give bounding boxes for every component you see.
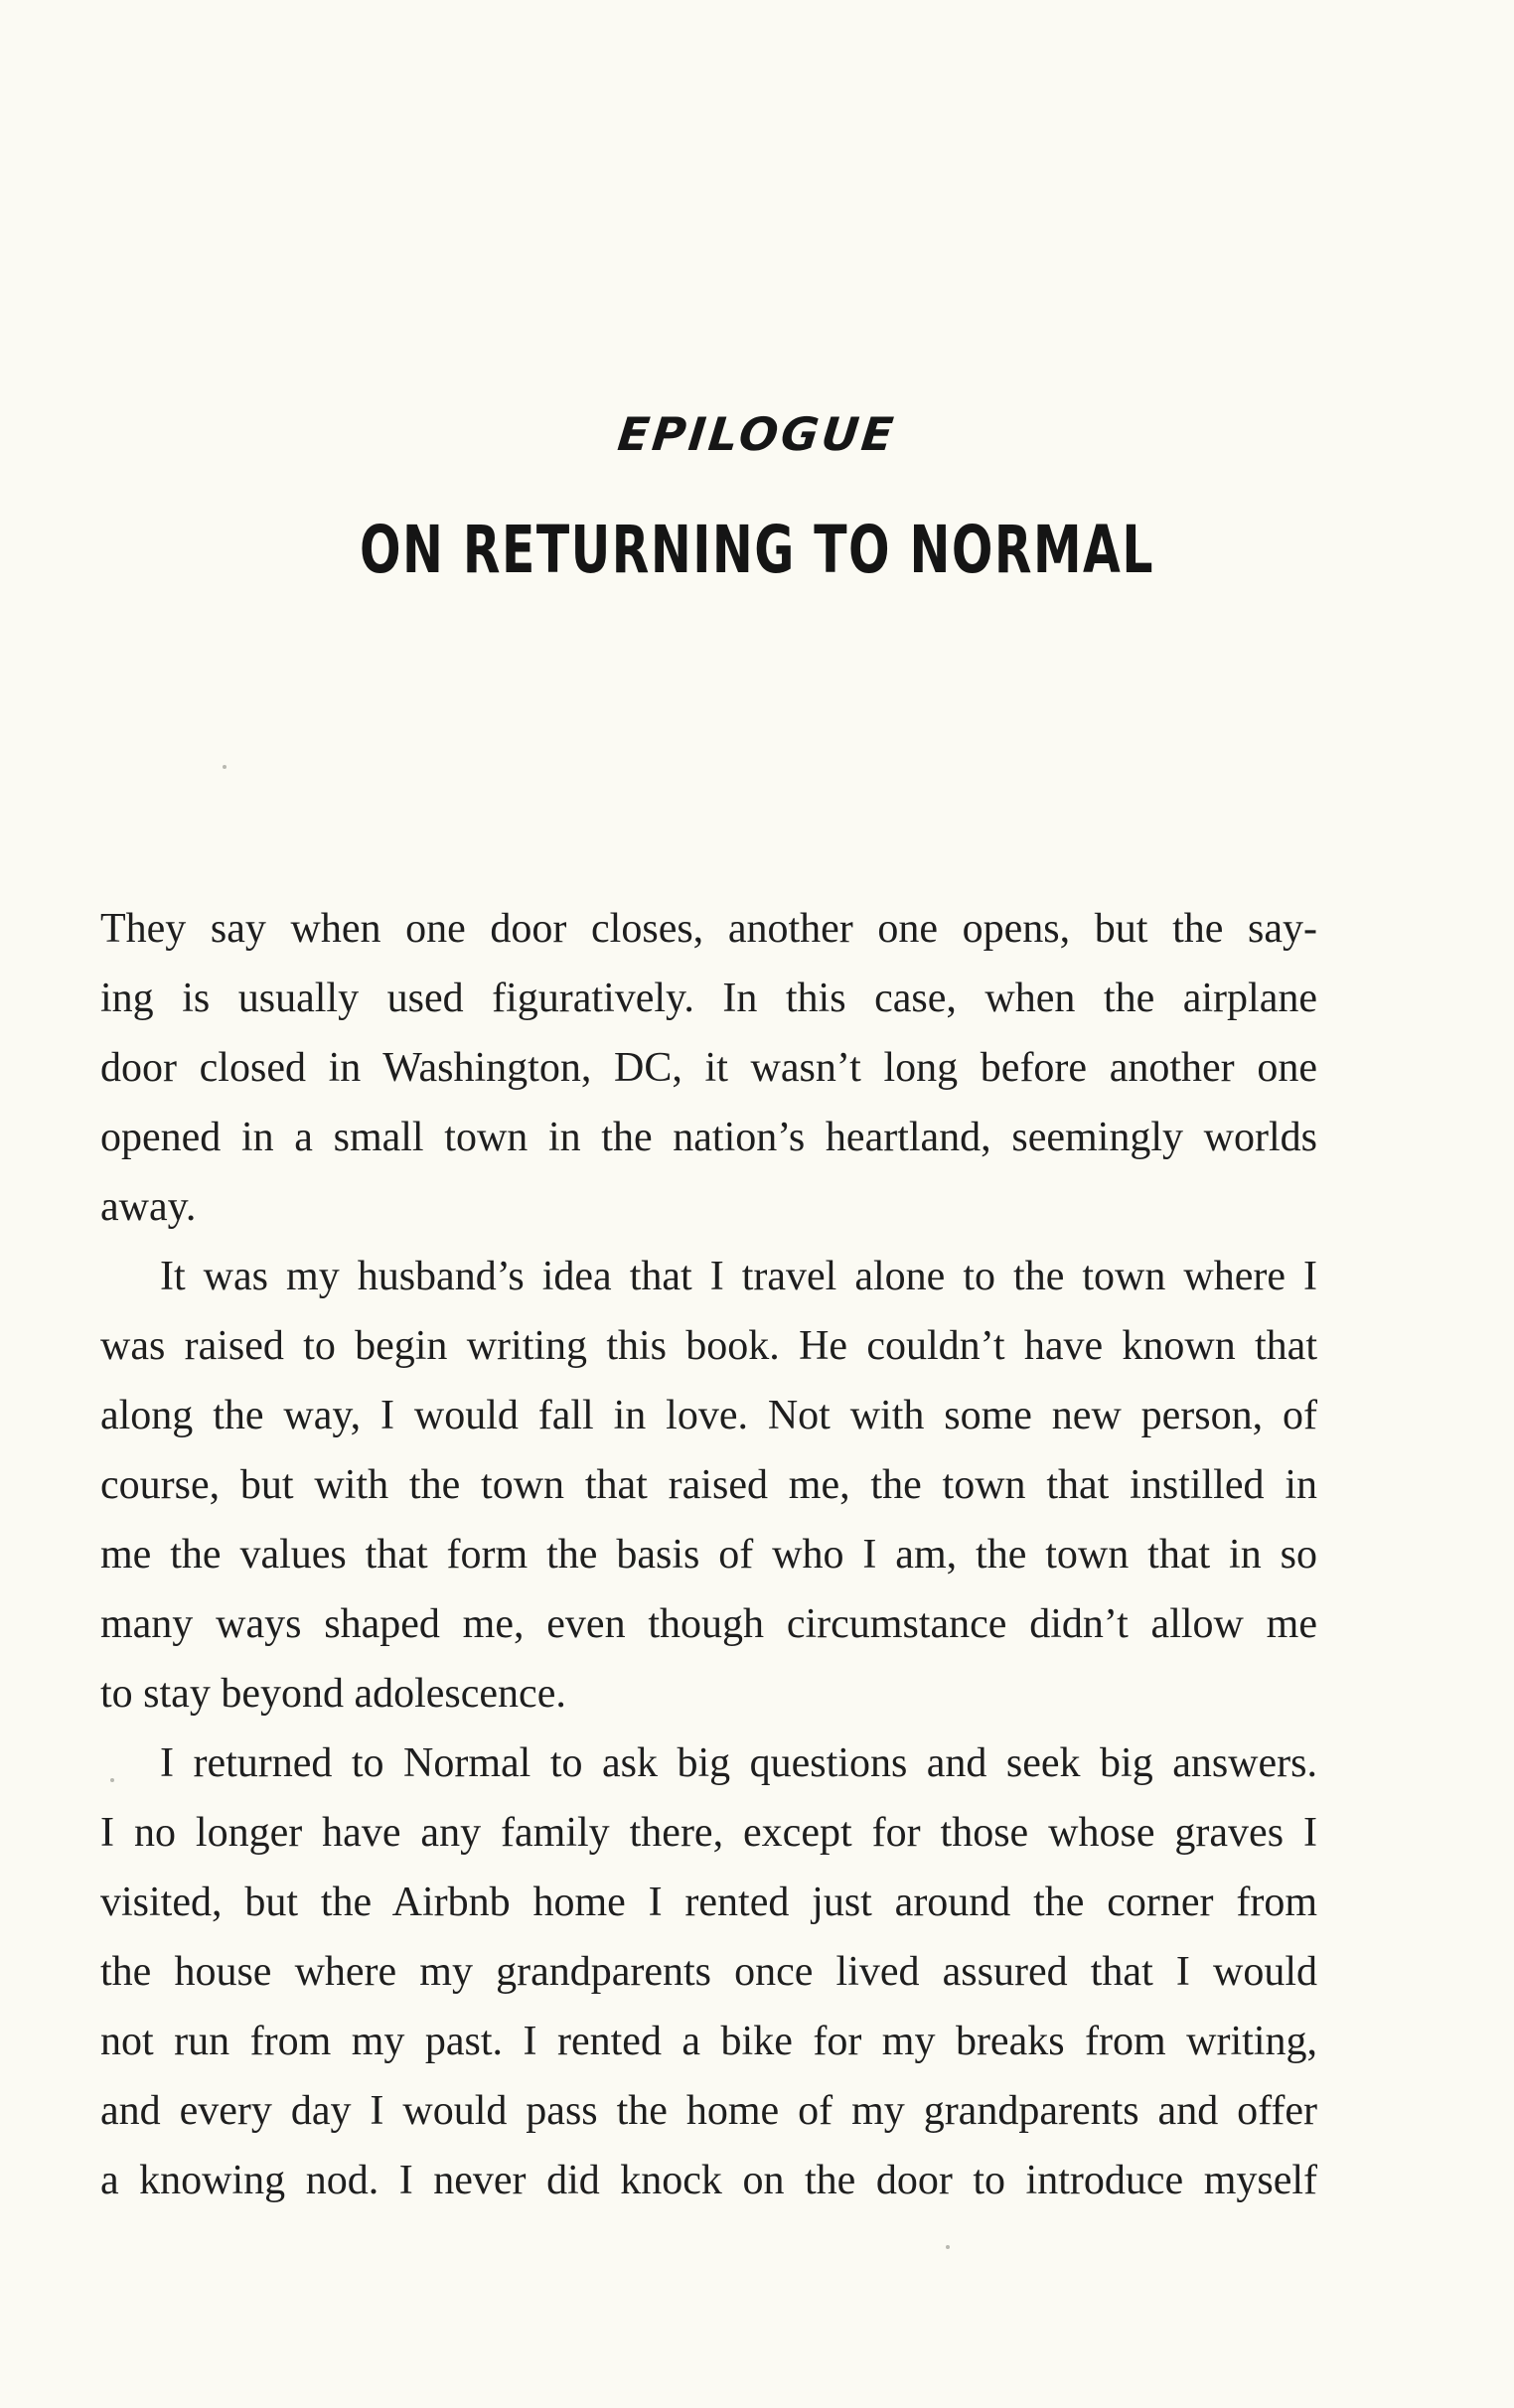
- paragraph-1: [100, 894, 1317, 1242]
- text-line: to stay beyond adolescence.: [100, 1671, 566, 1717]
- text-line: opened in a small town in the nation’s heartland, seemingly worlds: [100, 1115, 1317, 1160]
- text-line: I no longer have any family there, except for those whose graves I: [100, 1810, 1317, 1856]
- text-line: was raised to begin writing this book. He couldn’t have known that: [100, 1323, 1317, 1369]
- text-line: along the way, I would fall in love. Not with some new person, of: [100, 1393, 1317, 1438]
- scan-speck: [946, 2245, 950, 2249]
- text-line: not run from my past. I rented a bike for my breaks from writing,: [100, 2019, 1317, 2064]
- text-line: course, but with the town that raised me, the town that instilled in: [100, 1462, 1317, 1508]
- scan-speck: [223, 765, 227, 769]
- scan-speck: [110, 1778, 114, 1782]
- text-line: me the values that form the basis of who I am, the town that in so: [100, 1532, 1317, 1578]
- text-line: visited, but the Airbnb home I rented just around the corner from: [100, 1880, 1317, 1925]
- chapter-title: ON RETURNING TO NORMAL: [360, 512, 1154, 588]
- text-line: many ways shaped me, even though circumstance didn’t allow me: [100, 1601, 1317, 1647]
- paragraph-2: [100, 1242, 1317, 1729]
- text-line: and every day I would pass the home of my grandparents and offer: [100, 2088, 1317, 2134]
- paragraph-3: [100, 1729, 1317, 2215]
- text-line: door closed in Washington, DC, it wasn’t long before another one: [100, 1045, 1317, 1091]
- chapter-label: EPILOGUE: [615, 407, 899, 461]
- text-line: They say when one door closes, another one opens, but the say-: [100, 906, 1317, 952]
- text-line: away.: [100, 1184, 197, 1230]
- text-line: I returned to Normal to ask big questions and seek big answers.: [160, 1740, 1317, 1786]
- text-line: the house where my grandparents once lived assured that I would: [100, 1949, 1317, 1995]
- text-line: a knowing nod. I never did knock on the door to introduce myself: [100, 2158, 1317, 2203]
- text-line: It was my husband’s idea that I travel alone to the town where I: [160, 1254, 1317, 1299]
- text-line: ing is usually used figuratively. In this case, when the airplane: [100, 976, 1317, 1021]
- body-text: [100, 894, 1317, 2215]
